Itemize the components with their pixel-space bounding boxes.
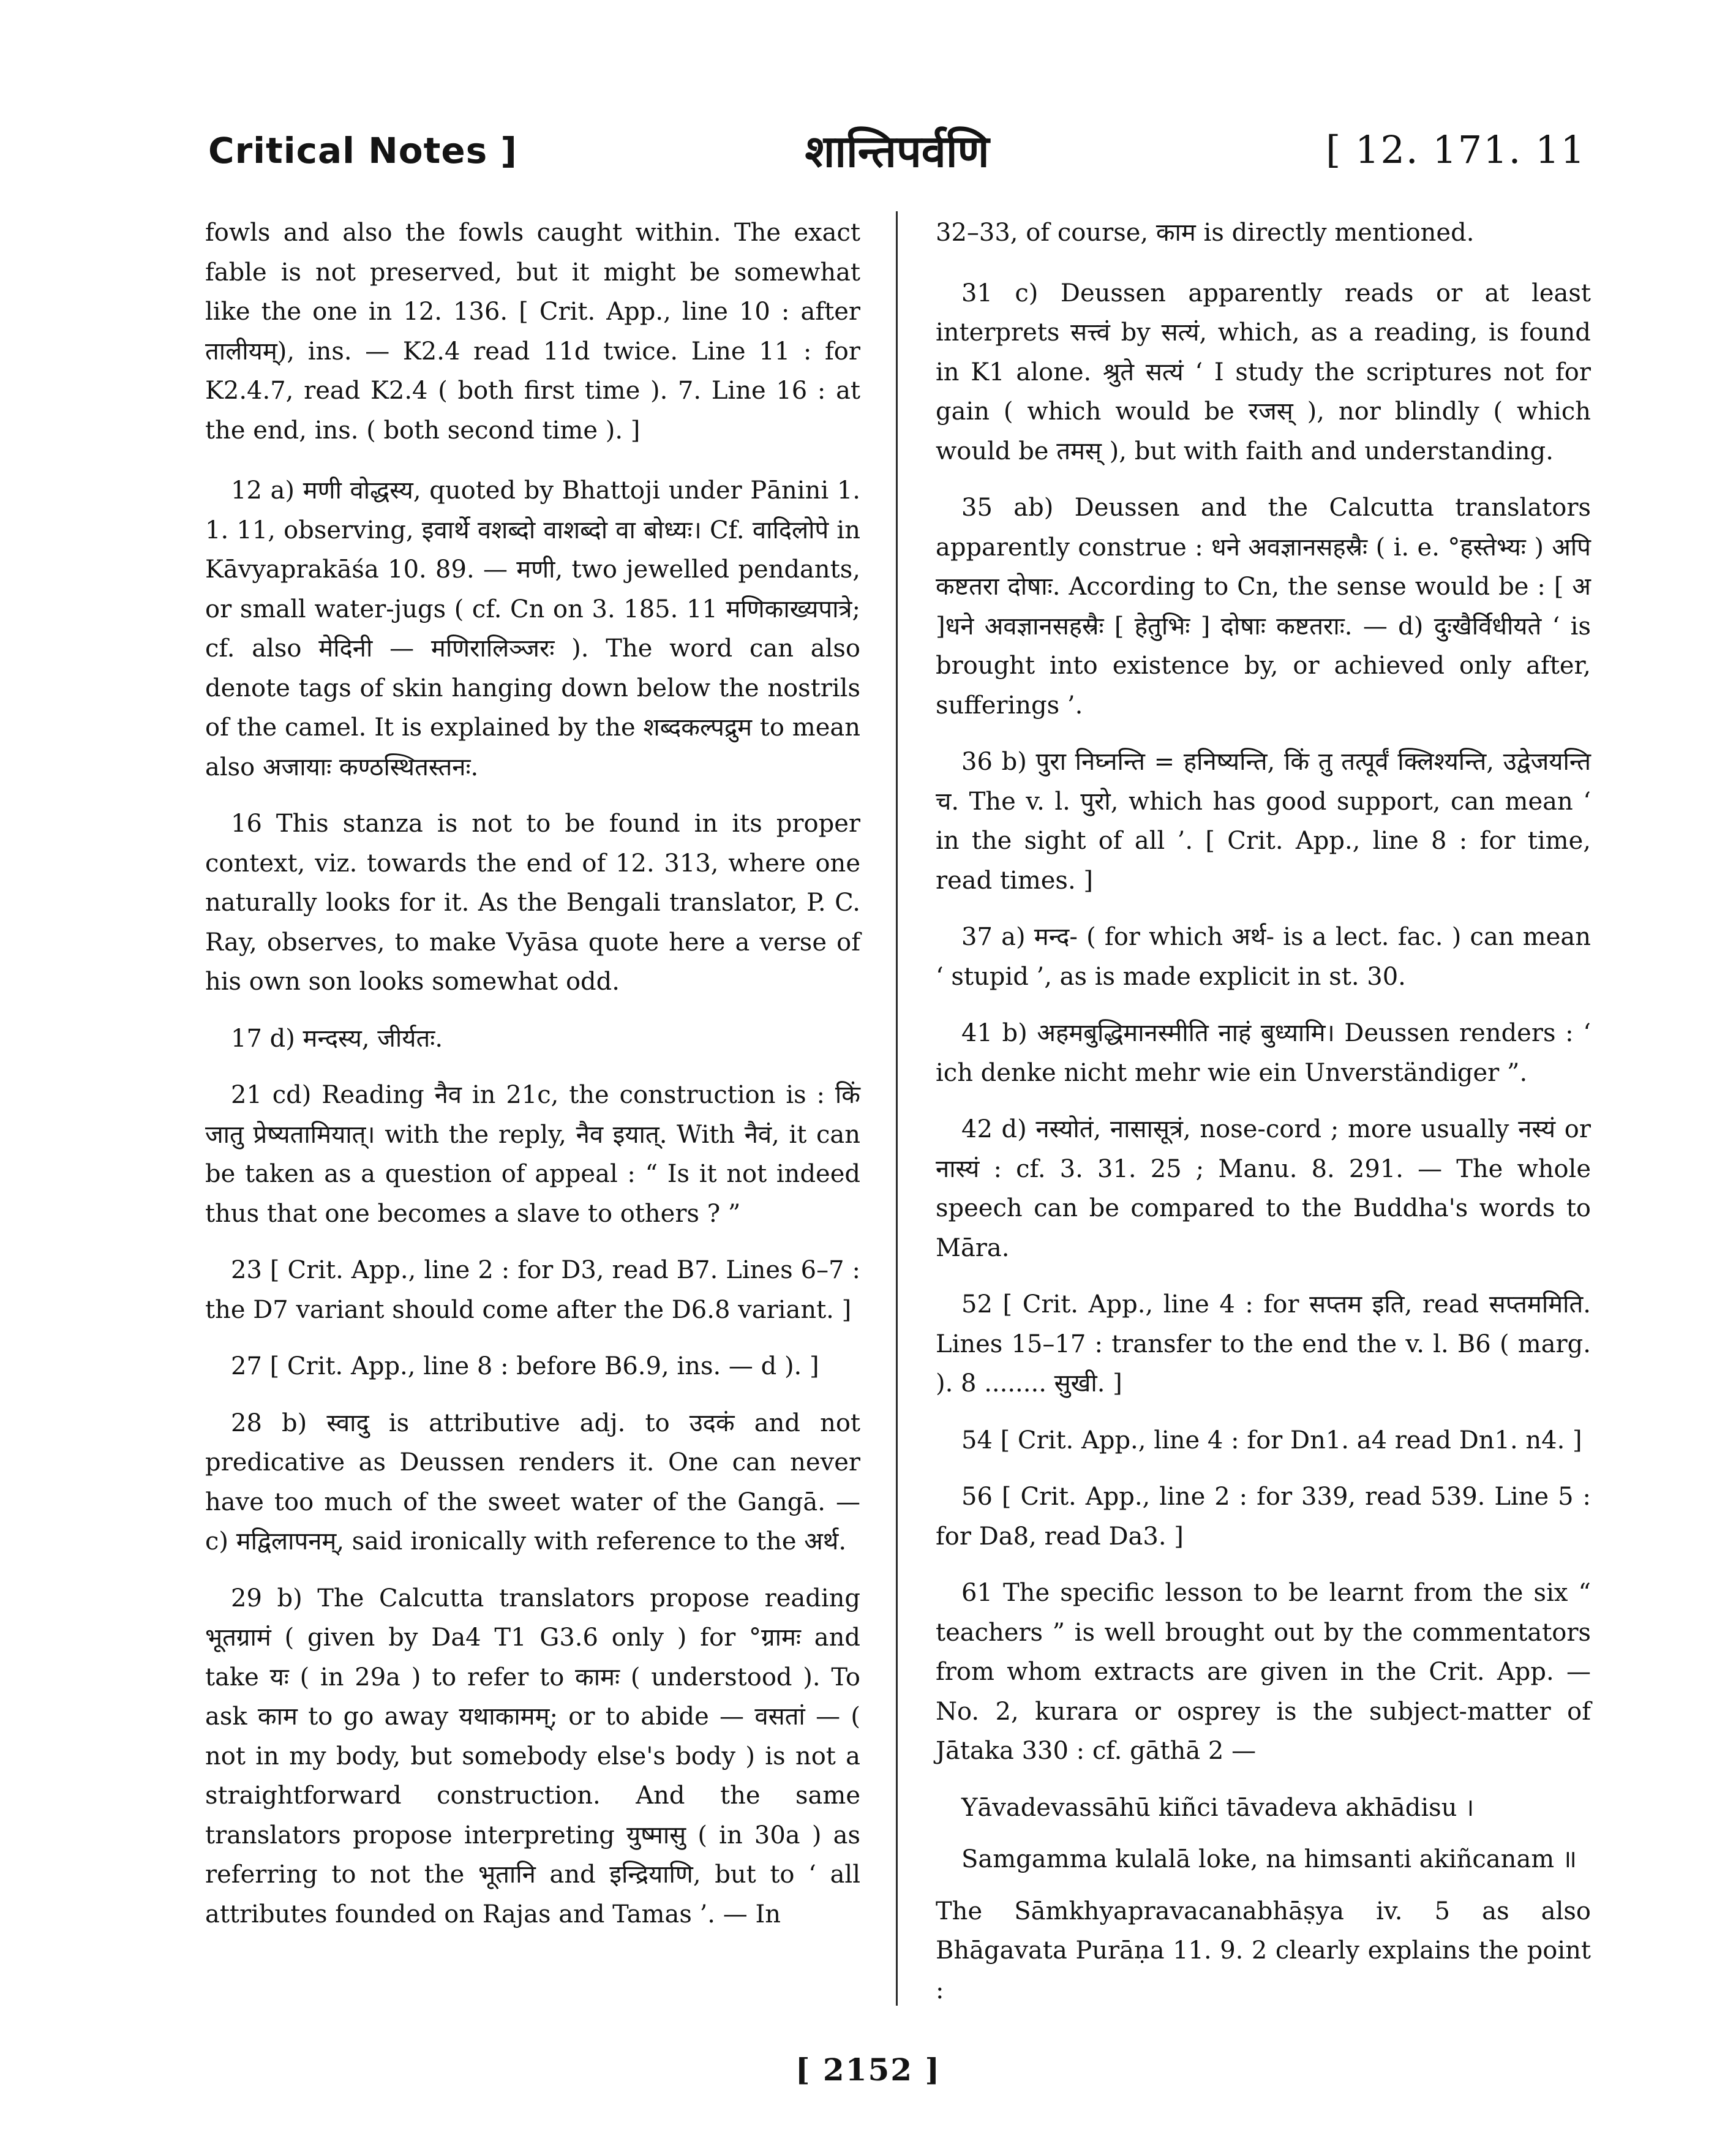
right-column bbox=[936, 213, 1591, 2027]
note-paragraph: 17 d) मन्दस्य, जीर्यतः. bbox=[231, 1024, 443, 1053]
note-paragraph: 21 cd) Reading नैव in 21c, the construction is : किं जातु प्रेष्यतामियात्। with the reply, नैव इयात्. With नैवं, it can be taken as a question of appeal : “ Is it not indeed thus that one becomes a slave to others ? ” bbox=[205, 1081, 860, 1228]
column-divider bbox=[896, 211, 898, 2006]
note-paragraph: 41 b) अहमबुद्धिमानस्मीति नाहं बुध्यामि। Deussen renders : ‘ ich denke nicht mehr wie ein Unverständiger ”. bbox=[936, 1019, 1591, 1087]
left-column bbox=[205, 213, 860, 1951]
note-paragraph: The Sāmkhyapravacanabhāṣya iv. 5 as also Bhāgavata Purāṇa 11. 9. 2 clearly explains the point : bbox=[936, 1897, 1591, 2004]
note-paragraph: 27 [ Crit. App., line 8 : before B6.9, ins. — d ). ] bbox=[231, 1352, 819, 1380]
note-paragraph: 29 b) The Calcutta translators propose reading भूतग्रामं ( given by Da4 T1 G3.6 only ) for °ग्रामः and take यः ( in 29a ) to refer to कामः ( understood ). To ask काम to go away यथाकामम्; or to abide — वसतां — ( not in my body, but somebody else's body ) is not a straightforward construction. And the same translators propose interpreting युष्मासु ( in 30a ) as referring to not the भूतानि and इन्द्रियाणि, but to ‘ all attributes founded on Rajas and Tamas ’. — In bbox=[205, 1584, 860, 1928]
note-paragraph: 32–33, of course, काम is directly mentioned. bbox=[936, 219, 1475, 247]
note-paragraph: 12 a) मणी वोद्धस्य, quoted by Bhattoji under Pānini 1. 1. 11, observing, इवार्थे वशब्दो वाशब्दो वा बोध्यः। Cf. वादिलोपे in Kāvyaprakāśa 10. 89. — मणी, two jewelled pendants, or small water-jugs ( cf. Cn on 3. 185. 11 मणिकाख्यपात्रे; cf. also मेदिनी — मणिरालिञ्जरः ). The word can also denote tags of skin hanging down below the nostrils of the camel. It is explained by the शब्दकल्पद्रुम to mean also अजायाः कण्ठस्थितस्तनः. bbox=[205, 476, 860, 781]
note-paragraph: 56 [ Crit. App., line 2 : for 339, read 539. Line 5 : for Da8, read Da3. ] bbox=[936, 1483, 1591, 1551]
pali-verse-line: Yāvadevassāhū kiñci tāvadeva akhādisu । bbox=[961, 1793, 1475, 1822]
note-paragraph: 36 b) पुरा निघ्नन्ति = हनिष्यन्ति, किं तु तत्पूर्वं क्लिश्यन्ति, उद्वेजयन्ति च. The v. l. पुरो, which has good support, can mean ‘ in the sight of all ’. [ Crit. App., line 8 : for time, read times. ] bbox=[936, 748, 1591, 895]
parvan-title: शान्तिपर्वणि bbox=[805, 125, 990, 177]
section-title: Critical Notes ] bbox=[208, 130, 517, 171]
note-paragraph: 23 [ Crit. App., line 2 : for D3, read B7. Lines 6–7 : the D7 variant should come after the D6.8 variant. ] bbox=[205, 1256, 860, 1324]
note-paragraph: 35 ab) Deussen and the Calcutta translators apparently construe : धने अवज्ञानसहस्रैः ( i. e. °हस्तेभ्यः ) अपि कष्टतरा दोषाः. According to Cn, the sense would be : [ अ ]धने अवज्ञानसहस्रैः [ हेतुभिः ] दोषाः कष्टतराः. — d) दुःखैर्विधीयते ‘ is brought into existence by, or achieved only after, sufferings ’. bbox=[936, 494, 1591, 720]
note-paragraph: 16 This stanza is not to be found in its proper context, viz. towards the end of 12. 313, where one naturally looks for it. As the Bengali translator, P. C. Ray, observes, to make Vyāsa quote here a verse of his own son looks somewhat odd. bbox=[205, 810, 860, 996]
note-paragraph: 54 [ Crit. App., line 4 : for Dn1. a4 read Dn1. n4. ] bbox=[961, 1426, 1582, 1454]
note-paragraph: 52 [ Crit. App., line 4 : for सप्तम इति, read सप्तममिति. Lines 15–17 : transfer to the end the v. l. B6 ( marg. ). 8 ........ सुखी. ] bbox=[936, 1290, 1591, 1398]
note-paragraph: 61 The specific lesson to be learnt from the six “ teachers ” is well brought out by the commentators from whom extracts are given in the Crit. App. — No. 2, kurara or osprey is the subject-matter of Jātaka 330 : cf. gāthā 2 — bbox=[936, 1579, 1591, 1765]
pali-verse-line: Samgamma kulalā loke, na himsanti akiñcanam ॥ bbox=[961, 1845, 1577, 1873]
note-paragraph: fowls and also the fowls caught within. The exact fable is not preserved, but it might be somewhat like the one in 12. 136. [ Crit. App., line 10 : after तालीयम्), ins. — K2.4 read 11d twice. Line 11 : for K2.4.7, read K2.4 ( both first time ). 7. Line 16 : at the end, ins. ( both second time ). ] bbox=[205, 219, 860, 445]
running-header bbox=[208, 116, 1586, 190]
note-paragraph: 37 a) मन्द- ( for which अर्थ- is a lect. fac. ) can mean ‘ stupid ’, as is made explicit in st. 30. bbox=[936, 923, 1591, 991]
note-paragraph: 28 b) स्वादु is attributive adj. to उदकं and not predicative as Deussen renders it. One can never have too much of the sweet water of the Gangā. — c) मद्विलापनम्, said ironically with reference to the अर्थ. bbox=[205, 1409, 860, 1556]
note-paragraph: 31 c) Deussen apparently reads or at least interprets सत्त्वं by सत्यं, which, as a reading, is found in K1 alone. श्रुते सत्यं ‘ I study the scriptures not for gain ( which would be रजस् ), nor blindly ( which would be तमस् ), but with faith and understanding. bbox=[936, 279, 1591, 465]
verse-reference: [ 12. 171. 11 bbox=[1326, 127, 1586, 172]
note-paragraph: 42 d) नस्योतं, नासासूत्रं, nose-cord ; more usually नस्यं or नास्यं : cf. 3. 31. 25 ; Manu. 8. 291. — The whole speech can be compared to the Buddha's words to Māra. bbox=[936, 1115, 1591, 1262]
page-number: [ 2152 ] bbox=[795, 2052, 941, 2088]
